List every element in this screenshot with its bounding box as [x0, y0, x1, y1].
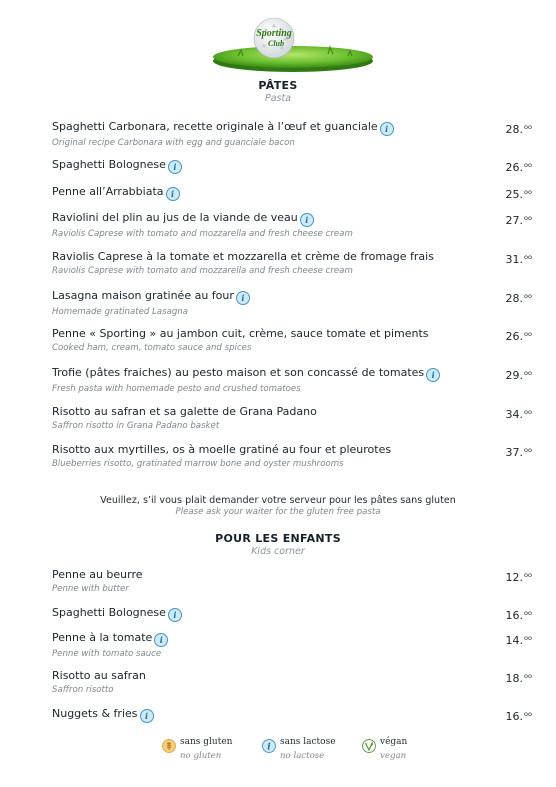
- price-value: 26.: [505, 330, 524, 343]
- info-icon: i: [168, 608, 182, 622]
- menu-item-price: [506, 158, 532, 175]
- menu-item-description: Raviolis Caprese with tomato and mozzarella and fresh cheese cream: [52, 266, 353, 276]
- legend-gluten-label: sans gluten: [180, 737, 233, 747]
- logo-text-sporting: Sporting: [256, 28, 292, 39]
- menu-item-name: [52, 158, 532, 174]
- legend-lactose-label: sans lactose: [280, 737, 336, 747]
- menu-item-name-text: Risotto au safran et sa galette de Grana Padano: [52, 405, 317, 418]
- legend-gluten-sub: no gluten: [180, 751, 222, 761]
- menu-item-price: [506, 443, 532, 460]
- menu-item-price: [506, 289, 532, 306]
- menu-item: [52, 366, 532, 398]
- menu-item-name-text: Penne « Sporting » au jambon cuit, crème, sauce tomate et piments: [52, 327, 429, 340]
- menu-item-price: [506, 327, 532, 344]
- menu-item-description: Original recipe Carbonara with egg and guanciale bacon: [52, 138, 295, 148]
- price-value: 12.: [505, 571, 524, 584]
- menu-item-price: [506, 669, 532, 686]
- price-cents: oo: [524, 408, 532, 416]
- price-value: 16.: [505, 710, 524, 723]
- kids-section-subtitle: Kids corner: [251, 546, 305, 557]
- menu-item-name-text: Spaghetti Bolognese: [52, 158, 166, 171]
- menu-item-description: Fresh pasta with homemade pesto and crushed tomatoes: [52, 384, 301, 394]
- menu-item-price: [506, 211, 532, 228]
- menu-item-name-text: Risotto aux myrtilles, os à moelle gratiné au four et pleurotes: [52, 443, 392, 456]
- price-cents: oo: [524, 330, 532, 338]
- menu-item: [52, 568, 532, 600]
- price-value: 34.: [505, 408, 524, 421]
- menu-item-name-text: Nuggets & fries: [52, 707, 138, 720]
- menu-item-price: [506, 250, 532, 267]
- menu-item-name-text: Lasagna maison gratinée au four: [52, 289, 234, 302]
- menu-item-price: [506, 120, 532, 137]
- menu-item-description: Saffron risotto: [52, 685, 114, 695]
- sporting-club-logo: [208, 6, 378, 76]
- menu-item-name: [52, 606, 532, 622]
- menu-item-name: [52, 707, 532, 723]
- price-cents: oo: [524, 161, 532, 169]
- menu-item: [52, 289, 532, 321]
- price-cents: oo: [524, 123, 532, 131]
- price-value: 14.: [505, 634, 524, 647]
- price-value: 26.: [505, 161, 524, 174]
- menu-item-name-text: Penne au beurre: [52, 568, 143, 581]
- menu-item: [52, 327, 532, 359]
- menu-item-price: [506, 405, 532, 422]
- menu-item-name: [52, 366, 532, 382]
- price-cents: oo: [524, 253, 532, 261]
- menu-item-price: [506, 185, 532, 202]
- menu-item-price: [506, 366, 532, 383]
- logo-text-club: Club: [267, 39, 285, 48]
- info-icon: i: [166, 187, 180, 201]
- menu-item-description: Homemade gratinated Lasagna: [52, 307, 189, 317]
- price-value: 28.: [505, 292, 524, 305]
- menu-item-name: [52, 211, 532, 227]
- menu-item-name: [52, 443, 532, 457]
- price-cents: oo: [524, 369, 532, 377]
- menu-item-name-text: Raviolis Caprese à la tomate et mozzarella et crème de fromage frais: [52, 250, 434, 263]
- price-value: 18.: [505, 672, 524, 685]
- info-icon: i: [154, 633, 168, 647]
- menu-item: [52, 250, 532, 282]
- menu-item-name: [52, 631, 532, 647]
- menu-item-price: [506, 606, 532, 623]
- menu-item-name-text: Penne à la tomate: [52, 631, 153, 644]
- menu-item-name: [52, 185, 532, 201]
- pasta-section-subtitle: Pasta: [264, 93, 292, 104]
- wheat-icon: [162, 739, 176, 753]
- price-value: 31.: [505, 253, 524, 266]
- info-icon: i: [300, 213, 314, 227]
- menu-item-description: Cooked ham, cream, tomato sauce and spices: [52, 343, 252, 353]
- menu-item: [52, 211, 532, 243]
- svg-text:i: i: [267, 742, 271, 753]
- price-cents: oo: [524, 188, 532, 196]
- price-cents: oo: [524, 672, 532, 680]
- info-icon: i: [380, 122, 394, 136]
- info-icon: i: [140, 709, 154, 723]
- menu-item-name: [52, 327, 532, 341]
- menu-item-description: Raviolis Caprese with tomato and mozzarella and fresh cheese cream: [52, 229, 353, 239]
- info-icon: [262, 739, 276, 753]
- legend-lactose-sub: no lactose: [280, 751, 325, 761]
- price-value: 27.: [505, 214, 524, 227]
- menu-item-name: [52, 289, 532, 305]
- menu-item-description: Saffron risotto in Grana Padano basket: [52, 421, 220, 431]
- legend-vegan-sub: vegan: [380, 751, 407, 761]
- menu-item-price: [506, 568, 532, 585]
- menu-item-name: [52, 405, 532, 419]
- menu-item-name-text: Trofie (pâtes fraiches) au pesto maison et son concassé de tomates: [52, 366, 425, 379]
- menu-item-description: Blueberries risotto, gratinated marrow bone and oyster mushrooms: [52, 459, 344, 469]
- price-value: 25.: [505, 188, 524, 201]
- kids-section-title: POUR LES ENFANTS: [215, 532, 341, 545]
- price-cents: oo: [524, 446, 532, 454]
- menu-item-name-text: Spaghetti Carbonara, recette originale à l’œuf et guanciale: [52, 120, 378, 133]
- menu-item-price: [506, 631, 532, 648]
- price-value: 16.: [505, 609, 524, 622]
- menu-item-name-text: Spaghetti Bolognese: [52, 606, 166, 619]
- legend-vegan-label: végan: [380, 737, 408, 747]
- gluten-note-en: Please ask your waiter for the gluten free pasta: [175, 507, 381, 517]
- price-cents: oo: [524, 609, 532, 617]
- price-cents: oo: [524, 710, 532, 718]
- menu-item-name: [52, 568, 532, 582]
- menu-item: [52, 120, 532, 152]
- price-cents: oo: [524, 292, 532, 300]
- menu-item-name-text: Raviolini del plin au jus de la viande de veau: [52, 211, 298, 224]
- price-cents: oo: [524, 571, 532, 579]
- price-value: 37.: [505, 446, 524, 459]
- info-icon: i: [168, 160, 182, 174]
- gluten-free-note: [0, 495, 556, 517]
- price-value: 29.: [505, 369, 524, 382]
- menu-item-name-text: Risotto au safran: [52, 669, 146, 682]
- menu-item-description: Penne with tomato sauce: [52, 649, 162, 659]
- menu-item: [52, 443, 532, 475]
- price-value: 28.: [505, 123, 524, 136]
- price-cents: oo: [524, 214, 532, 222]
- menu-item-name: [52, 250, 532, 264]
- menu-item: [52, 669, 532, 701]
- menu-item-name-text: Penne all’Arrabbiata: [52, 185, 164, 198]
- gluten-note-fr: Veuillez, s’il vous plait demander votre serveur pour les pâtes sans gluten: [100, 495, 456, 506]
- menu-item: [52, 707, 532, 739]
- info-icon: i: [426, 368, 440, 382]
- info-icon: i: [236, 291, 250, 305]
- menu-item-name: [52, 669, 532, 683]
- menu-item-name: [52, 120, 532, 136]
- price-cents: oo: [524, 634, 532, 642]
- vegan-leaf-icon: [362, 739, 376, 753]
- pasta-section-title: PÂTES: [258, 79, 298, 92]
- menu-item-price: [506, 707, 532, 724]
- menu-item: [52, 405, 532, 437]
- menu-item-description: Penne with butter: [52, 584, 129, 594]
- menu-item: [52, 631, 532, 663]
